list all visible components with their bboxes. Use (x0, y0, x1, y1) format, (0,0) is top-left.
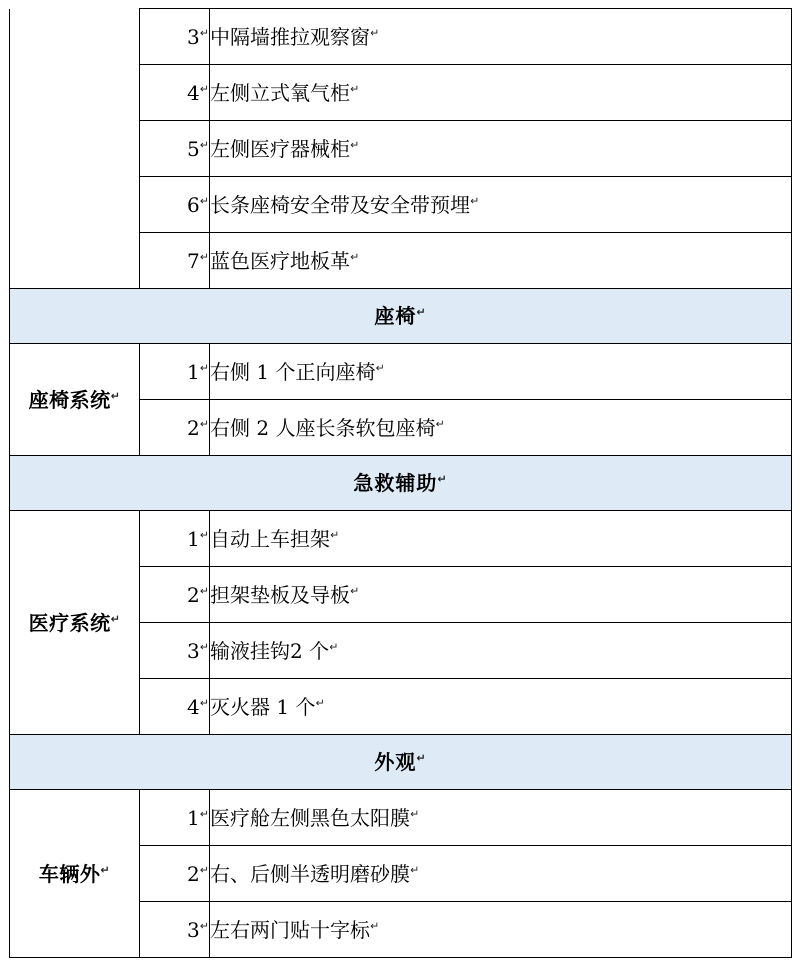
table-row (10, 9, 792, 65)
row-number: 3↵ (140, 902, 210, 958)
row-number: 4↵ (140, 679, 210, 735)
row-number: 3↵ (140, 623, 210, 679)
row-description: 中隔墙推拉观察窗↵ (210, 9, 792, 65)
paragraph-mark-icon: ↵ (350, 81, 360, 95)
row-number: 2↵ (140, 567, 210, 623)
paragraph-mark-icon: ↵ (350, 583, 360, 597)
paragraph-mark-icon: ↵ (199, 81, 209, 95)
paragraph-mark-icon: ↵ (416, 305, 427, 319)
row-number: 2↵ (140, 846, 210, 902)
row-description: 左侧医疗器械柜↵ (210, 121, 792, 177)
group-cell-seats: 座椅系统↵ (10, 344, 140, 456)
row-description: 灭火器 1 个↵ (210, 679, 792, 735)
paragraph-mark-icon: ↵ (410, 862, 420, 876)
paragraph-mark-icon: ↵ (435, 416, 445, 430)
paragraph-mark-icon: ↵ (199, 583, 209, 597)
table-body (10, 9, 792, 958)
section-header-seats: 座椅↵ (10, 289, 792, 344)
section-header-row (10, 289, 792, 344)
group-cell-empty (10, 9, 140, 289)
row-description: 自动上车担架↵ (210, 511, 792, 567)
paragraph-mark-icon: ↵ (329, 639, 339, 653)
paragraph-mark-icon: ↵ (100, 862, 111, 876)
row-description: 右侧 1 个正向座椅↵ (210, 344, 792, 400)
group-cell-exterior: 车辆外↵ (10, 790, 140, 958)
paragraph-mark-icon: ↵ (110, 611, 121, 625)
paragraph-mark-icon: ↵ (330, 527, 340, 541)
paragraph-mark-icon: ↵ (350, 249, 360, 263)
row-number: 6↵ (140, 177, 210, 233)
paragraph-mark-icon: ↵ (199, 695, 209, 709)
paragraph-mark-icon: ↵ (350, 137, 360, 151)
section-header-row (10, 735, 792, 790)
row-number: 7↵ (140, 233, 210, 289)
paragraph-mark-icon: ↵ (199, 360, 209, 374)
row-description: 长条座椅安全带及安全带预埋↵ (210, 177, 792, 233)
row-description: 右、后侧半透明磨砂膜↵ (210, 846, 792, 902)
paragraph-mark-icon: ↵ (199, 806, 209, 820)
paragraph-mark-icon: ↵ (410, 806, 420, 820)
paragraph-mark-icon: ↵ (199, 249, 209, 263)
specification-table (9, 8, 792, 958)
row-number: 1↵ (140, 344, 210, 400)
section-header-first-aid: 急救辅助↵ (10, 456, 792, 511)
paragraph-mark-icon: ↵ (199, 639, 209, 653)
paragraph-mark-icon: ↵ (110, 388, 121, 402)
paragraph-mark-icon: ↵ (199, 25, 209, 39)
row-description: 左侧立式氧气柜↵ (210, 65, 792, 121)
row-number: 1↵ (140, 511, 210, 567)
paragraph-mark-icon: ↵ (199, 137, 209, 151)
paragraph-mark-icon: ↵ (437, 472, 448, 486)
paragraph-mark-icon: ↵ (199, 193, 209, 207)
paragraph-mark-icon: ↵ (199, 862, 209, 876)
paragraph-mark-icon: ↵ (370, 918, 380, 932)
paragraph-mark-icon: ↵ (470, 193, 480, 207)
row-description: 输液挂钩2 个↵ (210, 623, 792, 679)
document-page (0, 8, 800, 977)
table-row (10, 344, 792, 400)
row-number: 1↵ (140, 790, 210, 846)
row-description: 右侧 2 人座长条软包座椅↵ (210, 400, 792, 456)
section-header-exterior: 外观↵ (10, 735, 792, 790)
paragraph-mark-icon: ↵ (370, 25, 380, 39)
row-number: 4↵ (140, 65, 210, 121)
paragraph-mark-icon: ↵ (199, 918, 209, 932)
row-number: 5↵ (140, 121, 210, 177)
row-description: 担架垫板及导板↵ (210, 567, 792, 623)
row-description: 医疗舱左侧黑色太阳膜↵ (210, 790, 792, 846)
table-row (10, 511, 792, 567)
paragraph-mark-icon: ↵ (199, 527, 209, 541)
paragraph-mark-icon: ↵ (375, 360, 385, 374)
paragraph-mark-icon: ↵ (315, 695, 325, 709)
row-description: 左右两门贴十字标↵ (210, 902, 792, 958)
group-cell-medical: 医疗系统↵ (10, 511, 140, 735)
paragraph-mark-icon: ↵ (416, 751, 427, 765)
section-header-row (10, 456, 792, 511)
row-description: 蓝色医疗地板革↵ (210, 233, 792, 289)
table-row (10, 790, 792, 846)
row-number: 2↵ (140, 400, 210, 456)
row-number: 3↵ (140, 9, 210, 65)
paragraph-mark-icon: ↵ (199, 416, 209, 430)
